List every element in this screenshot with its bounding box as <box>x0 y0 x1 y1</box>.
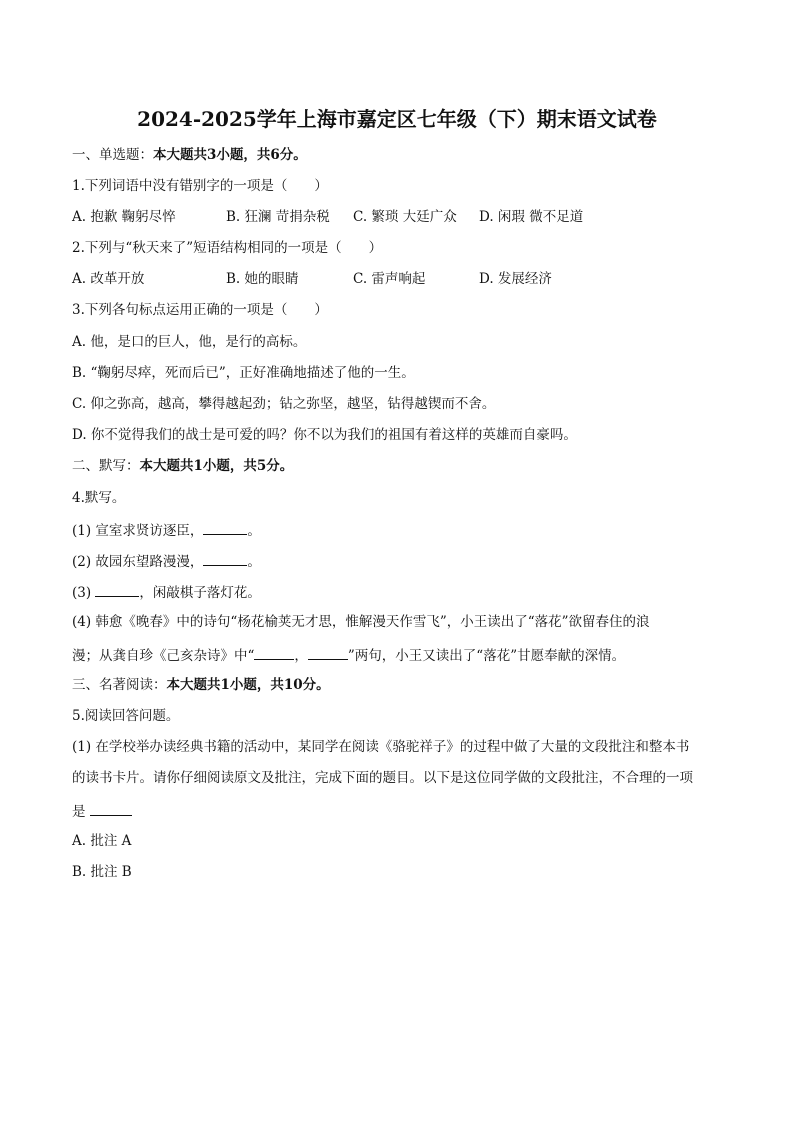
question-2-stem: 2.下列与“秋天来了”短语结构相同的一项是（ ） <box>72 240 383 256</box>
q4-part-3: (3) ，闲敲棋子落灯花。 <box>72 582 261 602</box>
q3-option-c[interactable]: C. 仰之弥高，越高，攀得越起劲；钻之弥坚，越坚，钻得越锲而不舍。 <box>72 396 496 412</box>
q3-option-b[interactable]: B. “鞠躬尽瘁，死而后已”，正好准确地描述了他的一生。 <box>72 365 415 381</box>
q1-option-b[interactable]: B. 狂澜 苛捐杂税 <box>226 209 330 225</box>
section-heading-classics-reading: 三、名著阅读：本大题共1小题，共10分。 <box>72 677 330 693</box>
answer-blank[interactable] <box>90 801 132 816</box>
q5-option-b[interactable]: B. 批注 B <box>72 864 132 880</box>
question-1-options <box>72 208 583 226</box>
q5-part-1-line-2: 的读书卡片。请你仔细阅读原文及批注，完成下面的题目。以下是这位同学做的文段批注，不合理的一项 <box>72 770 693 786</box>
q1-option-d[interactable]: D. 闲瑕 微不足道 <box>479 209 584 225</box>
question-3-stem: 3.下列各句标点运用正确的一项是（ ） <box>72 302 328 318</box>
q2-option-b[interactable]: B. 她的眼睛 <box>226 271 299 287</box>
q4-part-2: (2) 故园东望路漫漫， 。 <box>72 551 261 571</box>
q3-option-a[interactable]: A. 他，是口的巨人，他，是行的高标。 <box>72 334 307 350</box>
question-1-stem: 1.下列词语中没有错别字的一项是（ ） <box>72 178 328 194</box>
q1-option-a[interactable]: A. 抱歉 鞠躬尽悴 <box>72 209 176 225</box>
q1-option-c[interactable]: C. 繁琐 大廷广众 <box>353 209 457 225</box>
question-5-stem: 5.阅读回答问题。 <box>72 708 180 724</box>
answer-blank[interactable] <box>95 582 139 597</box>
section-heading-dictation: 二、默写：本大题共1小题，共5分。 <box>72 458 294 474</box>
q5-part-1-line-3: 是 <box>72 801 132 821</box>
q2-option-c[interactable]: C. 雷声响起 <box>353 271 426 287</box>
answer-blank[interactable] <box>203 551 247 566</box>
question-2-options <box>72 270 552 288</box>
q2-option-d[interactable]: D. 发展经济 <box>479 271 552 287</box>
q5-option-a[interactable]: A. 批注 A <box>72 833 132 849</box>
page-title: 2024-2025学年上海市嘉定区七年级（下）期末语文试卷 <box>137 107 657 131</box>
q2-option-a[interactable]: A. 改革开放 <box>72 271 145 287</box>
answer-blank[interactable] <box>308 645 348 660</box>
q4-part-4-line-1: (4) 韩愈《晚春》中的诗句“杨花榆荚无才思，惟解漫天作雪飞”，小王读出了“落花”欲留春住的浪 <box>72 614 650 630</box>
answer-blank[interactable] <box>254 645 294 660</box>
section-heading-single-choice: 一、单选题：本大题共3小题，共6分。 <box>72 147 307 163</box>
q3-option-d[interactable]: D. 你不觉得我们的战士是可爱的吗？你不以为我们的祖国有着这样的英雄而自豪吗。 <box>72 427 577 443</box>
question-4-stem: 4.默写。 <box>72 490 126 506</box>
answer-blank[interactable] <box>203 520 247 535</box>
q4-part-1: (1) 宣室求贤访逐臣， 。 <box>72 520 261 540</box>
q4-part-4-line-2: 漫；从龚自珍《己亥杂诗》中“ ， ”两句，小王又读出了“落花”甘愿奉献的深情。 <box>72 645 625 665</box>
q5-part-1-line-1: (1) 在学校举办读经典书籍的活动中，某同学在阅读《骆驼祥子》的过程中做了大量的文段批注和整本书 <box>72 739 690 755</box>
